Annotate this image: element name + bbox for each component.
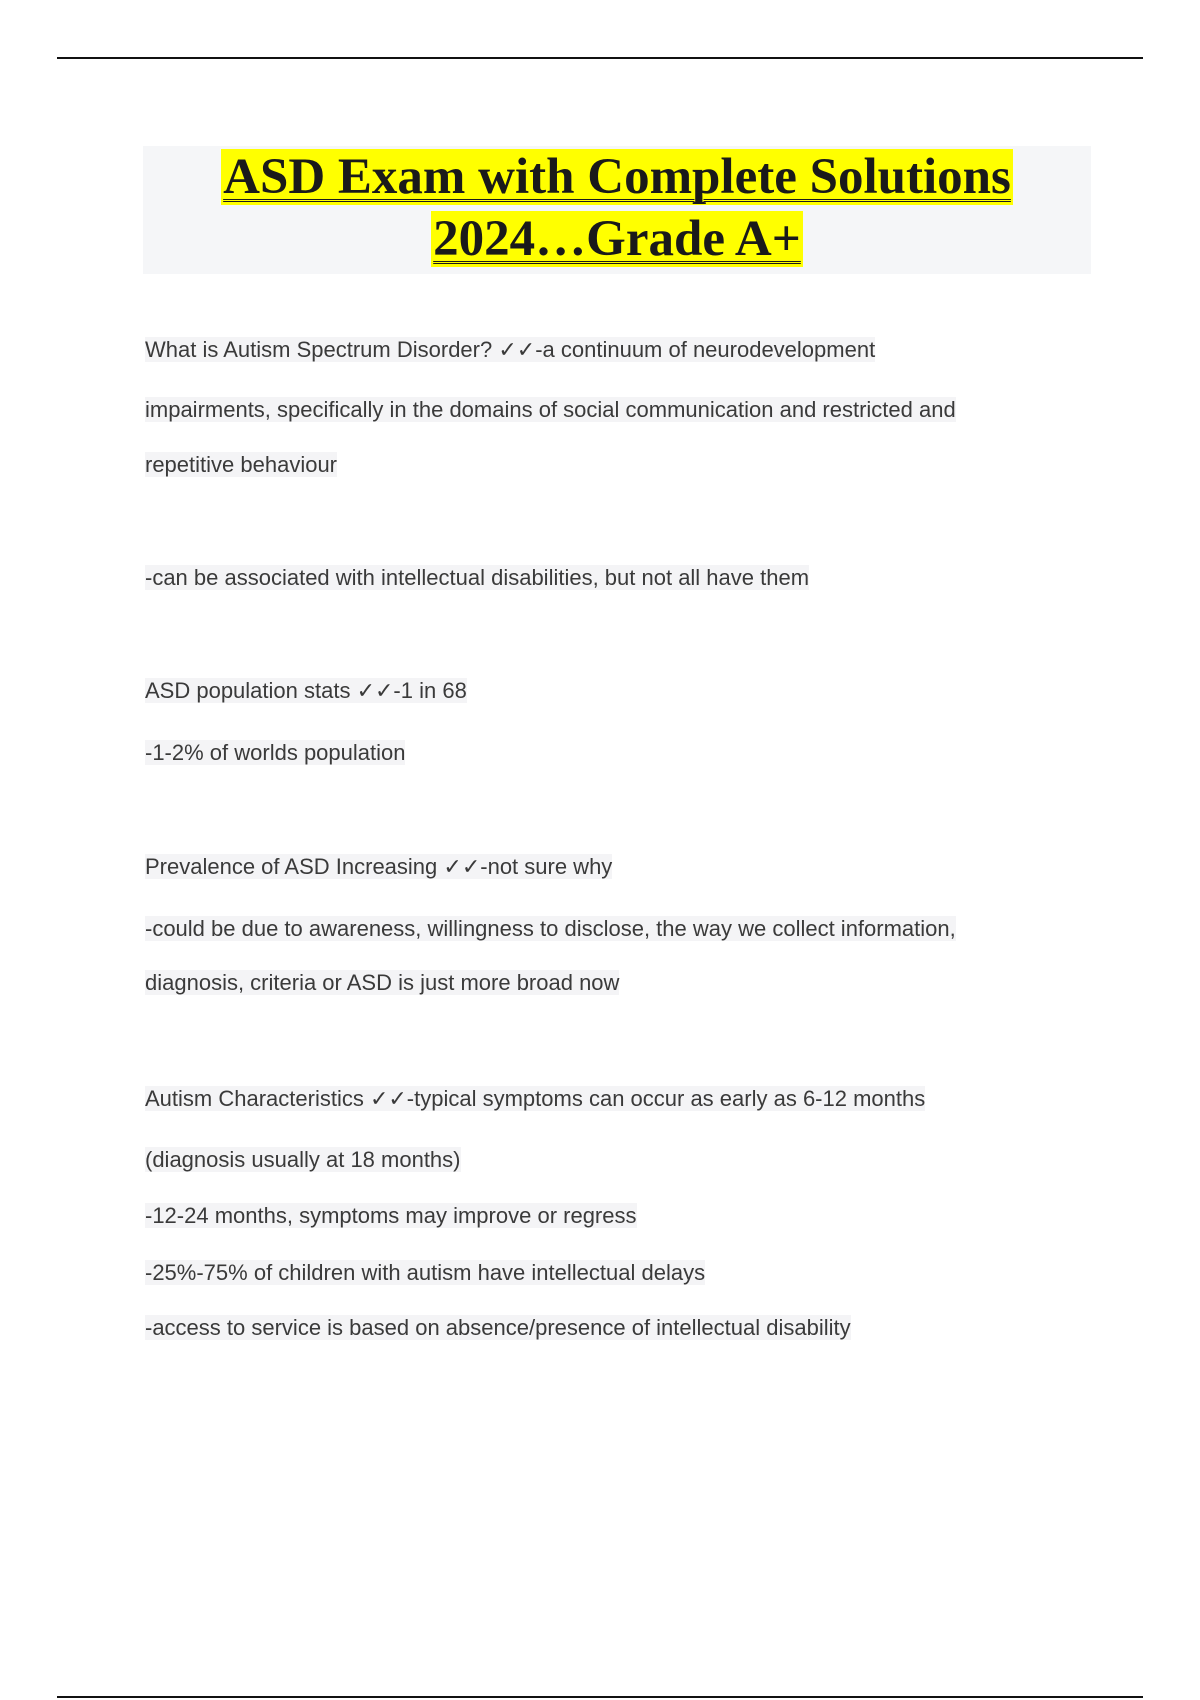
text-line: -12-24 months, symptoms may improve or regress bbox=[145, 1203, 637, 1228]
text-line: -25%-75% of children with autism have intellectual delays bbox=[145, 1260, 706, 1285]
text-line: What is Autism Spectrum Disorder? ✓✓-a continuum of neurodevelopment bbox=[145, 337, 876, 362]
text-line: Prevalence of ASD Increasing ✓✓-not sure why bbox=[145, 854, 613, 879]
text-line: repetitive behaviour bbox=[145, 452, 338, 477]
title-box bbox=[143, 146, 1091, 274]
title-line-1: ASD Exam with Complete Solutions bbox=[223, 149, 1011, 205]
text-line: diagnosis, criteria or ASD is just more broad now bbox=[145, 970, 620, 995]
text-line: -could be due to awareness, willingness to disclose, the way we collect information, bbox=[145, 916, 956, 941]
title-line-2: 2024…Grade A+ bbox=[433, 211, 801, 267]
text-line: -access to service is based on absence/presence of intellectual disability bbox=[145, 1315, 851, 1340]
text-line: (diagnosis usually at 18 months) bbox=[145, 1147, 461, 1172]
top-rule bbox=[57, 57, 1143, 59]
text-line: ASD population stats ✓✓-1 in 68 bbox=[145, 678, 467, 703]
text-line: -can be associated with intellectual disabilities, but not all have them bbox=[145, 565, 810, 590]
text-line: impairments, specifically in the domains of social communication and restricted and bbox=[145, 397, 956, 422]
text-line: Autism Characteristics ✓✓-typical symptoms can occur as early as 6-12 months bbox=[145, 1086, 926, 1111]
text-line: -1-2% of worlds population bbox=[145, 740, 406, 765]
bottom-rule bbox=[57, 1696, 1143, 1698]
